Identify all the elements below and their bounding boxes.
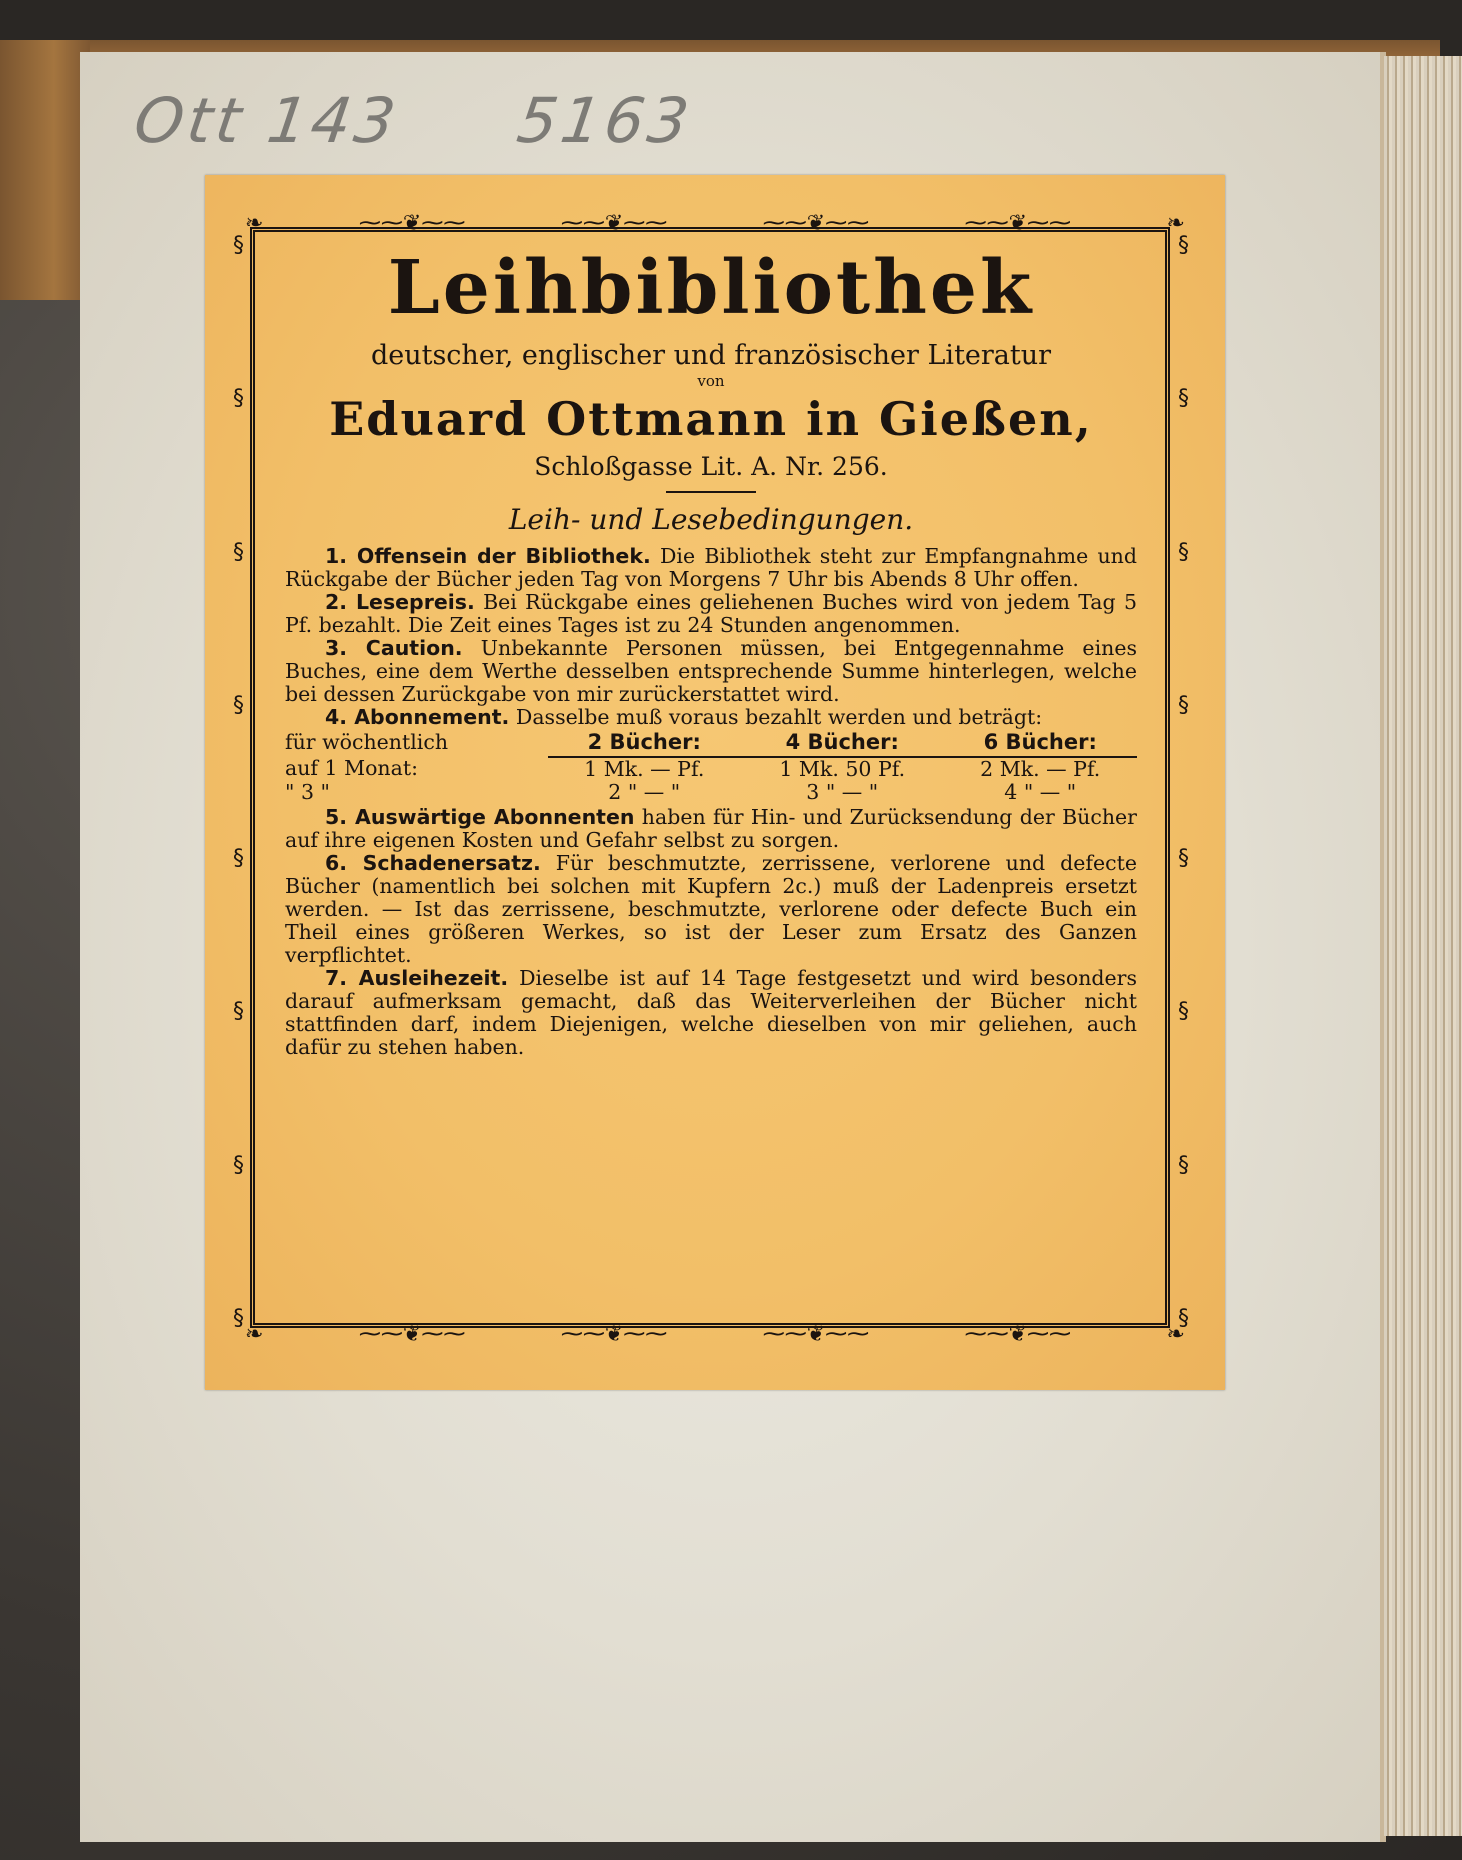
table-row [285, 757, 1137, 781]
ornament-border-bottom: ❧ ⁓⁓❦⁓⁓ ⁓⁓❦⁓⁓ ⁓⁓❦⁓⁓ ⁓⁓❦⁓⁓ ❧ [245, 1322, 1185, 1347]
page-edges [1384, 56, 1462, 1836]
table-row-label: auf 1 Monat: [285, 756, 418, 780]
table-cell: 4 " — " [1004, 780, 1077, 804]
table-col-2-books: 2 Bücher: [548, 731, 741, 757]
condition-5 [285, 806, 1137, 852]
table-row-header: für wöchentlich [285, 730, 449, 754]
condition-1-heading: 1. Offensein der Bibliothek. [325, 544, 651, 568]
condition-7 [285, 967, 1137, 1059]
condition-6-text: Für beschmutzte, zerrissene, verlorene und defecte Bücher (namentlich bei solchen mit Kupfern 2c.) muß der Ladenpreis ersetzt werden. — Ist das zerrissene, beschmutzte, verlorene oder defecte Buch ein Theil eines größeren Werkes, so ist der Leser zum Ersatz des Ganzen verpflichtet. [285, 851, 1137, 967]
table-cell: 3 " — " [806, 780, 879, 804]
condition-2 [285, 591, 1137, 637]
label-address: Schloßgasse Lit. A. Nr. 256. [534, 452, 888, 481]
ornament-border-top: ❧ ⁓⁓❦⁓⁓ ⁓⁓❦⁓⁓ ⁓⁓❦⁓⁓ ⁓⁓❦⁓⁓ ❧ [245, 211, 1185, 236]
conditions-title: Leih- und Lesebedingungen. [508, 503, 914, 536]
table-cell: 1 Mk. 50 Pf. [779, 757, 906, 781]
ornament-border-right: § § § § § § § § [1178, 233, 1189, 1331]
condition-3-heading: 3. Caution. [325, 636, 463, 660]
table-cell: 2 " — " [608, 780, 681, 804]
condition-3 [285, 637, 1137, 706]
pencil-shelfmark [129, 70, 755, 170]
label-von: von [697, 372, 725, 390]
divider [666, 491, 756, 493]
condition-2-heading: 2. Lesepreis. [325, 590, 475, 614]
condition-2-text: Bei Rückgabe eines geliehenen Buches wird von jedem Tag 5 Pf. bezahlt. Die Zeit eines Tages ist zu 24 Stunden angenommen. [285, 590, 1137, 637]
condition-1-text: Die Bibliothek steht zur Empfangnahme und Rückgabe der Bücher jeden Tag von Morgens 7 Uhr bis Abends 8 Uhr offen. [285, 544, 1137, 591]
library-label [205, 175, 1225, 1390]
table-col-6-books: 6 Bücher: [943, 731, 1137, 757]
subscription-table [285, 731, 1137, 804]
condition-7-text: Dieselbe ist auf 14 Tage festgesetzt und wird besonders darauf aufmerksam gemacht, daß das Weiterverleihen der Bücher nicht stattfinden darf, indem Diejenigen, welche dieselben von mir geliehen, auch dafür zu stehen haben. [285, 966, 1137, 1059]
condition-4 [285, 706, 1137, 729]
condition-5-text: haben für Hin- und Zurücksendung der Bücher auf ihre eigenen Kosten und Gefahr selbst zu sorgen. [285, 805, 1137, 852]
condition-7-heading: 7. Ausleihezeit. [325, 966, 509, 990]
leather-corner-left [0, 40, 90, 300]
condition-6 [285, 852, 1137, 967]
table-row [285, 781, 1137, 804]
label-owner: Eduard Ottmann in Gießen, [329, 392, 1093, 446]
condition-4-text: Dasselbe muß voraus bezahlt werden und beträgt: [515, 705, 1043, 729]
shelfmark-part1: Ott 143 [129, 83, 404, 157]
condition-1 [285, 545, 1137, 591]
shelfmark-part2: 5163 [513, 83, 698, 157]
table-cell: 2 Mk. — Pf. [980, 757, 1101, 781]
table-row-label: " 3 " [285, 780, 330, 804]
condition-5-heading: 5. Auswärtige Abonnenten [325, 805, 635, 829]
label-title: Leihbibliothek [387, 245, 1035, 331]
condition-4-heading: 4. Abonnement. [325, 705, 510, 729]
condition-3-text: Unbekannte Personen müssen, bei Entgegennahme eines Buches, eine dem Werthe desselben entsprechende Summe hinterlegen, welche bei dessen Zurückgabe von mir zurückerstattet wird. [285, 636, 1137, 706]
table-cell: 1 Mk. — Pf. [584, 757, 705, 781]
label-subtitle: deutscher, englischer und französischer Literatur [370, 340, 1052, 371]
condition-6-heading: 6. Schadenersatz. [325, 851, 541, 875]
label-content [285, 243, 1137, 1310]
table-col-4-books: 4 Bücher: [741, 731, 943, 757]
ornament-border-left: § § § § § § § § [233, 233, 244, 1331]
